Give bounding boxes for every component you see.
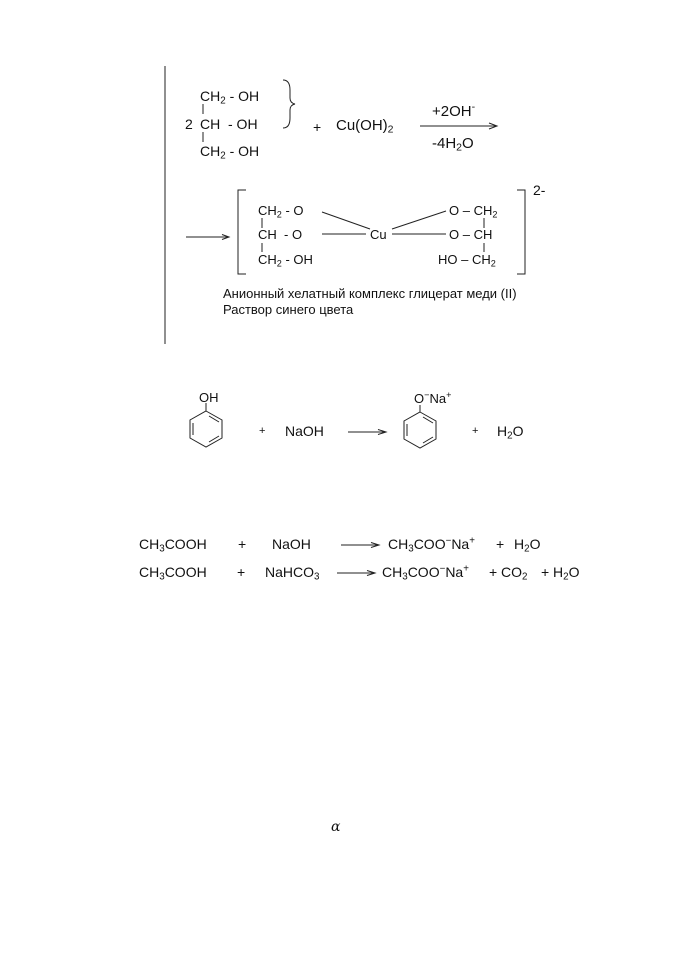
sodium-hydroxide: NaOH (272, 536, 311, 552)
plus-sign: + (541, 564, 550, 580)
caption-line-1: Анионный хелатный комплекс глицерат меди (II) (223, 286, 517, 301)
caption-line-2: Раствор синего цвета (223, 302, 354, 317)
sodium-acetate: $CH_3COO^-Na^+$ (382, 563, 469, 583)
plus-sign: + (238, 536, 247, 552)
above-arrow-label: +2OH- (432, 101, 476, 120)
complex-right-top: O – $CH_2$ (449, 203, 498, 220)
glycerol-coefficient: 2 (185, 116, 193, 132)
acetic-acid: $CH_3COOH$ (139, 564, 207, 583)
plus-sign: + (313, 119, 322, 135)
plus-sign: + (259, 425, 266, 437)
phenolate-ion: O−Na+ (414, 390, 452, 406)
sodium-acetate: $CH_3COO^-Na^+$ (388, 535, 475, 555)
sodium-hydroxide: NaOH (285, 423, 324, 439)
glycerol-row2: CH - OH (200, 116, 258, 132)
plus-sign: + (496, 536, 505, 552)
sodium-bicarbonate: NaHCO$_3$ (265, 564, 320, 583)
complex-right-mid: O – CH (449, 227, 493, 242)
below-arrow-label: $-4H_2O$ (432, 135, 474, 154)
complex-right-bot: HO – $CH_2$ (438, 252, 496, 269)
water: $H_2O$ (514, 536, 541, 555)
complex-charge: 2- (533, 182, 546, 198)
plus-sign: + (489, 564, 498, 580)
phenol-oh: OH (199, 390, 219, 405)
complex-left-mid: CH - O (258, 227, 303, 242)
copper-center: Cu (370, 227, 387, 242)
alpha-symbol: α (331, 819, 341, 835)
complex-left-top: $CH_2$ - O (258, 203, 304, 220)
glycerol-row1: $CH_2$ - OH (200, 88, 260, 107)
carbon-dioxide: $CO_2$ (501, 564, 528, 583)
glycerol-row3: $CH_2$ - OH (200, 143, 260, 162)
water: $H_2O$ (497, 423, 524, 442)
plus-sign: + (472, 425, 479, 437)
complex-left-bot: $CH_2$ - OH (258, 252, 313, 269)
plus-sign: + (237, 564, 246, 580)
water: $H_2O$ (553, 564, 580, 583)
copper-hydroxide: $Cu(OH)_2$ (336, 117, 394, 136)
acetic-acid: $CH_3COOH$ (139, 536, 207, 555)
